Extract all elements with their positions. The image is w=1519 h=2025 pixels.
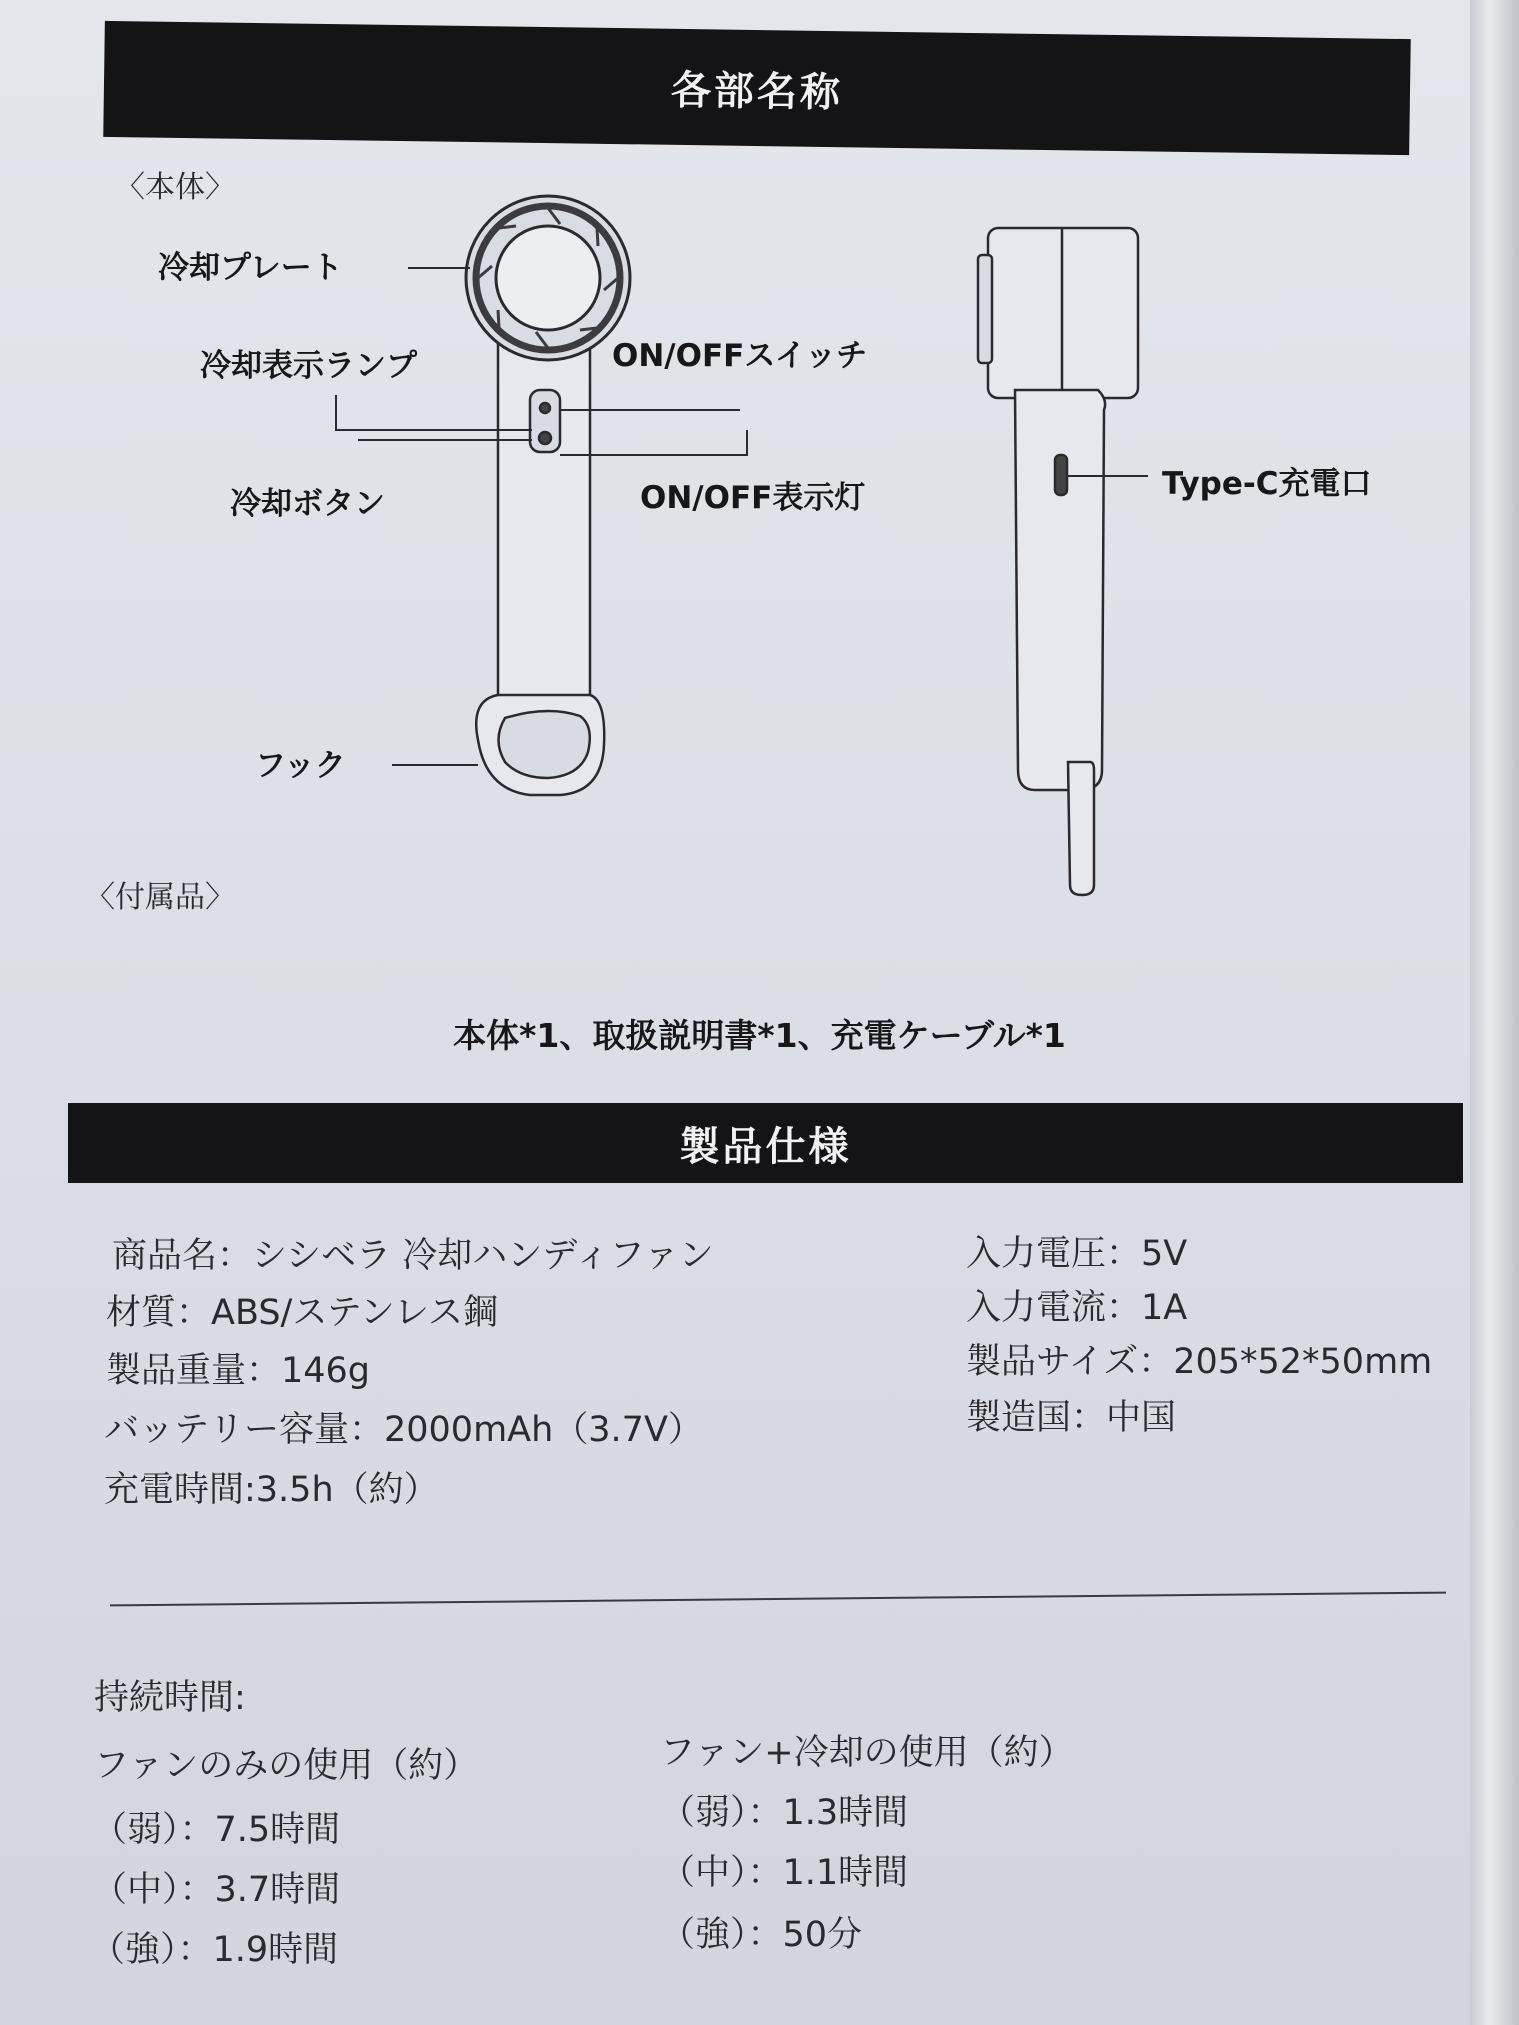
cooling-indicator-dot <box>540 403 550 413</box>
fan-only-high: （強）：1.9時間 <box>90 1930 339 1970</box>
fan-only-mid: （中）：3.7時間 <box>92 1870 341 1910</box>
runtime-heading: 持続時間: <box>94 1678 246 1718</box>
power-indicator-label: ON/OFF表示灯 <box>640 480 866 516</box>
fan-side-view <box>978 228 1138 895</box>
fan-cooling-title: ファン+冷却の使用（約） <box>660 1733 1074 1773</box>
front-hook-inner <box>499 711 590 778</box>
body-tag: 〈本体〉 <box>115 170 235 205</box>
cooling-plate-disc <box>496 226 600 330</box>
specs-section-title: 製品仕様 <box>679 1123 852 1170</box>
side-handle <box>1015 390 1105 790</box>
accessories-list: 本体*1、取扱説明書*1、充電ケーブル*1 <box>453 1016 1066 1055</box>
spec-origin: 製造国：中国 <box>966 1398 1177 1438</box>
charge-port-slot <box>1055 455 1067 495</box>
accessories-tag: 〈付属品〉 <box>85 880 235 915</box>
fan-cooling-mid: （中）：1.1時間 <box>660 1853 909 1893</box>
hook-label: フック <box>255 748 346 784</box>
spec-input-current: 入力電流：1A <box>966 1288 1188 1328</box>
spec-weight: 製品重量：146g <box>106 1351 371 1391</box>
cooling-lamp-label: 冷却表示ランプ <box>200 348 417 384</box>
fan-cooling-low: （弱）：1.3時間 <box>660 1793 909 1833</box>
power-switch-label: ON/OFFスイッチ <box>612 338 868 374</box>
cooling-button-label: 冷却ボタン <box>230 486 385 522</box>
spec-material: 材質：ABS/ステンレス鋼 <box>106 1293 498 1333</box>
fan-cooling-high: （強）：50分 <box>660 1915 863 1955</box>
fan-only-title: ファンのみの使用（約） <box>94 1746 479 1786</box>
side-plate <box>978 255 992 363</box>
spec-product-name: 商品名：シシベラ 冷却ハンディファン <box>112 1236 714 1276</box>
side-hook <box>1068 762 1094 895</box>
spec-charge-time: 充電時間:3.5h（約） <box>104 1470 439 1510</box>
specs-section-header <box>68 1103 1463 1183</box>
cooling-plate-label: 冷却プレート <box>158 250 343 286</box>
power-indicator-dot <box>539 432 551 444</box>
section-divider <box>110 1592 1446 1607</box>
fan-only-low: （弱）：7.5時間 <box>92 1810 341 1850</box>
spec-input-voltage: 入力電圧：5V <box>966 1234 1188 1274</box>
charge-port-label: Type-C充電口 <box>1162 466 1372 502</box>
spec-size: 製品サイズ：205*52*50mm <box>966 1342 1433 1382</box>
parts-section-title: 各部名称 <box>670 67 844 116</box>
spec-battery: バッテリー容量：2000mAh（3.7V） <box>104 1410 703 1450</box>
fan-front-view <box>466 196 630 795</box>
page-edge <box>1470 0 1519 2025</box>
